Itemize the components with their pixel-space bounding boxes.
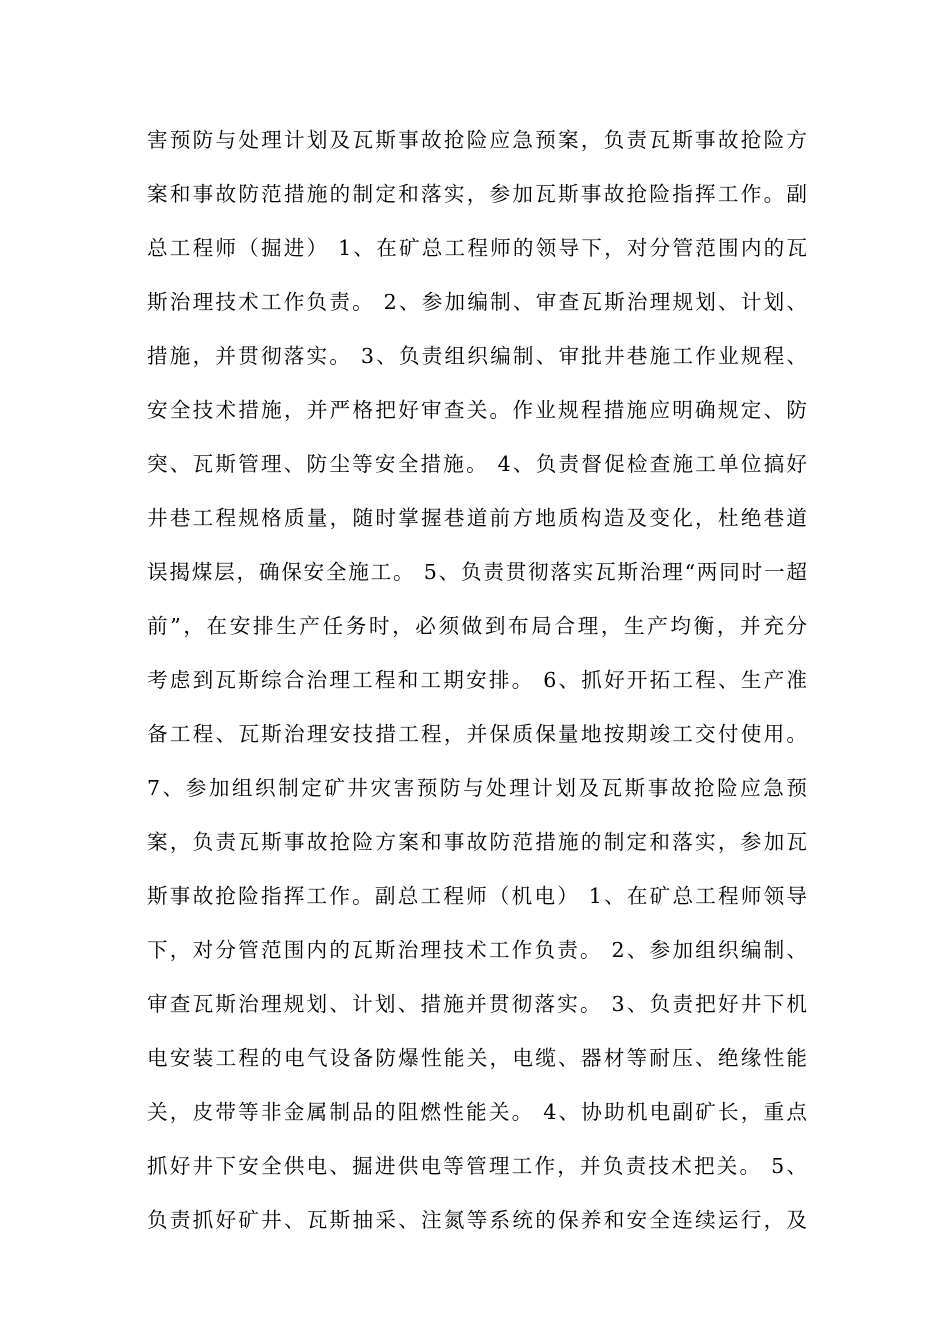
text-line-19: 关，皮带等非金属制品的阻燃性能关。 4、协助机电副矿长，重点 bbox=[147, 1100, 807, 1124]
text-line-11: 考虑到瓦斯综合治理工程和工期安排。 6、抓好开拓工程、生产准 bbox=[147, 668, 807, 692]
text-line-21: 负责抓好矿井、瓦斯抽采、注氮等系统的保养和安全连续运行，及 bbox=[147, 1208, 807, 1232]
text-line-13: 7、参加组织制定矿井灾害预防与处理计划及瓦斯事故抢险应急预 bbox=[147, 776, 807, 800]
text-line-14: 案，负责瓦斯事故抢险方案和事故防范措施的制定和落实，参加瓦 bbox=[147, 830, 807, 854]
text-line-3: 总工程师（掘进） 1、在矿总工程师的领导下，对分管范围内的瓦 bbox=[147, 236, 807, 260]
text-line-15: 斯事故抢险指挥工作。副总工程师（机电） 1、在矿总工程师领导 bbox=[147, 884, 807, 908]
text-line-1: 害预防与处理计划及瓦斯事故抢险应急预案，负责瓦斯事故抢险方 bbox=[147, 128, 807, 152]
body-text bbox=[147, 118, 807, 1252]
text-line-4: 斯治理技术工作负责。 2、参加编制、审查瓦斯治理规划、计划、 bbox=[147, 290, 807, 314]
text-line-8: 井巷工程规格质量，随时掌握巷道前方地质构造及变化，杜绝巷道 bbox=[147, 506, 807, 530]
text-line-2: 案和事故防范措施的制定和落实，参加瓦斯事故抢险指挥工作。副 bbox=[147, 182, 807, 206]
text-line-9: 误揭煤层，确保安全施工。 5、负责贯彻落实瓦斯治理“两同时一超 bbox=[147, 560, 807, 584]
text-line-12: 备工程、瓦斯治理安技措工程，并保质保量地按期竣工交付使用。 bbox=[147, 722, 807, 746]
text-line-5: 措施，并贯彻落实。 3、负责组织编制、审批井巷施工作业规程、 bbox=[147, 344, 807, 368]
text-line-20: 抓好井下安全供电、掘进供电等管理工作，并负责技术把关。 5、 bbox=[147, 1154, 807, 1178]
text-line-16: 下，对分管范围内的瓦斯治理技术工作负责。 2、参加组织编制、 bbox=[147, 938, 807, 962]
text-line-7: 突、瓦斯管理、防尘等安全措施。 4、负责督促检查施工单位搞好 bbox=[147, 452, 807, 476]
text-line-17: 审查瓦斯治理规划、计划、措施并贯彻落实。 3、负责把好井下机 bbox=[147, 992, 807, 1016]
text-line-18: 电安装工程的电气设备防爆性能关，电缆、器材等耐压、绝缘性能 bbox=[147, 1046, 807, 1070]
text-line-10: 前”，在安排生产任务时，必须做到布局合理，生产均衡，并充分 bbox=[147, 614, 807, 638]
text-line-6: 安全技术措施，并严格把好审查关。作业规程措施应明确规定、防 bbox=[147, 398, 807, 422]
